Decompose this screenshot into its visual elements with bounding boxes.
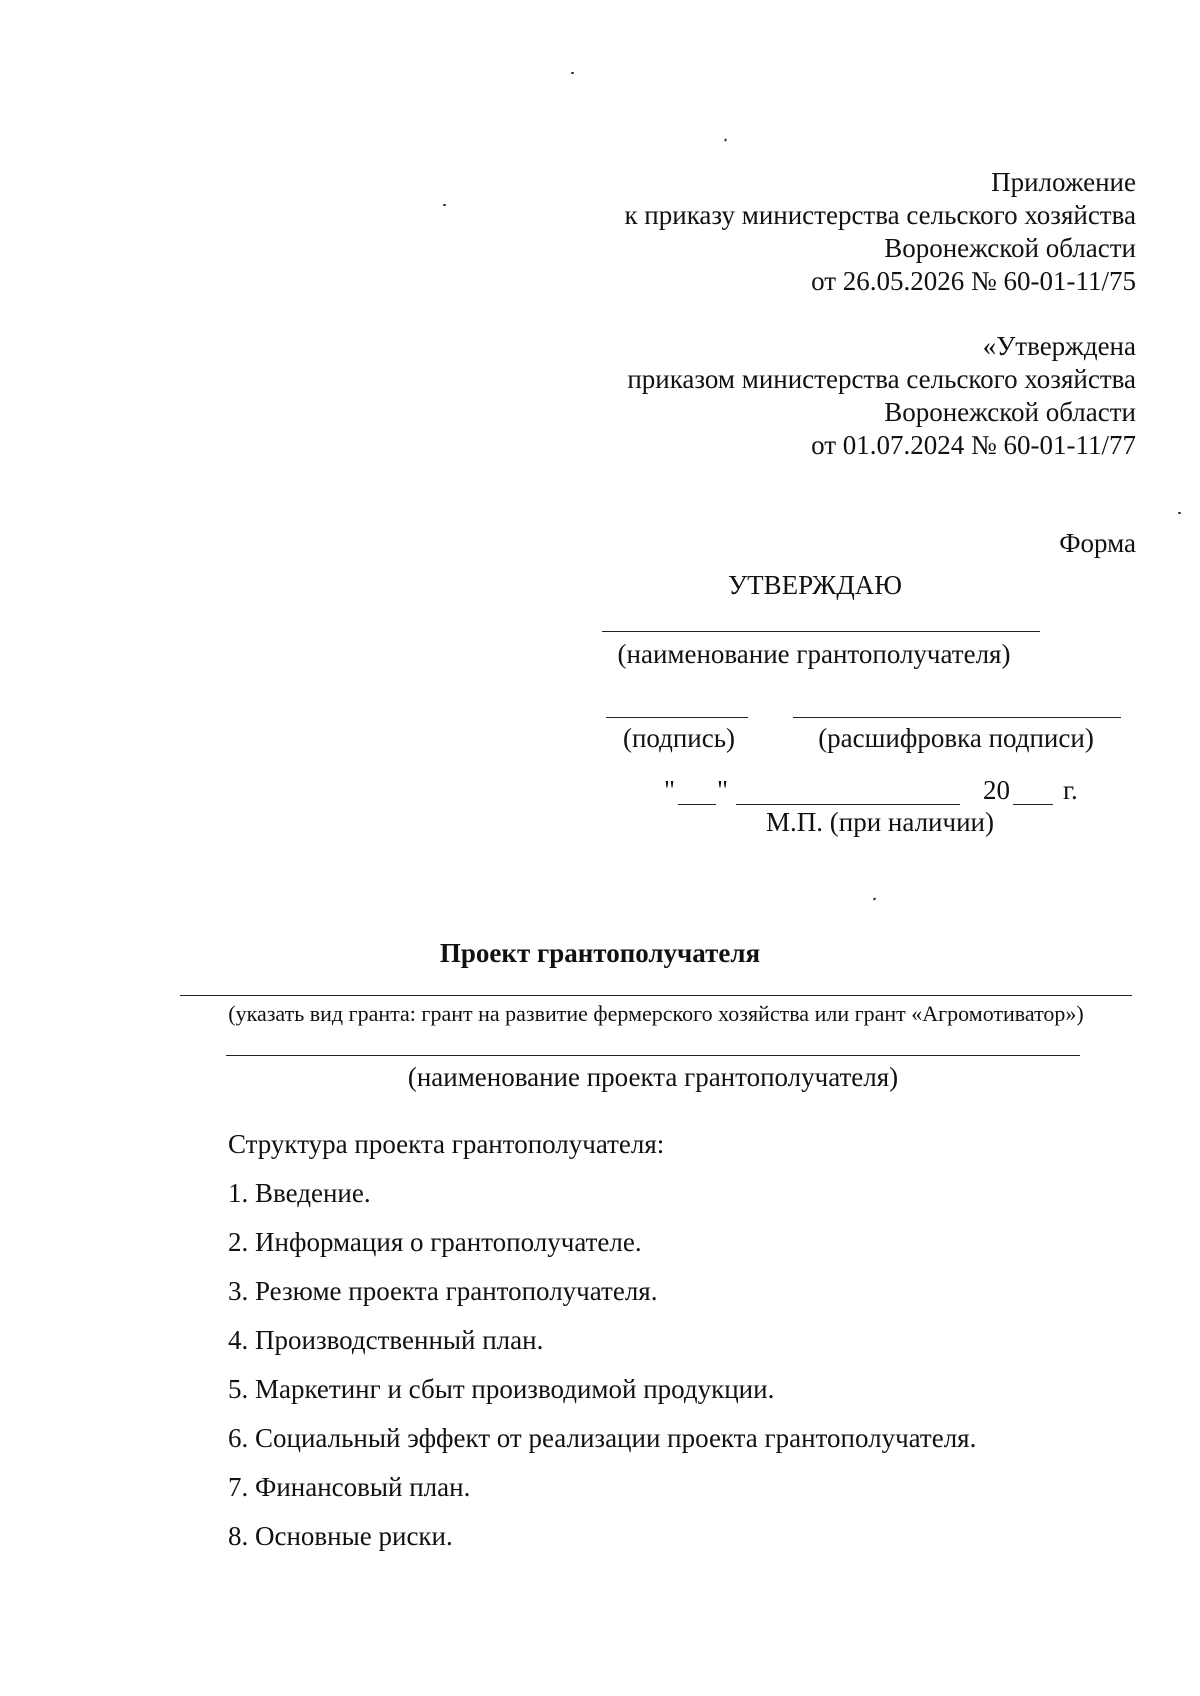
date-year-suffix: г. <box>1063 775 1078 805</box>
project-name-line[interactable] <box>226 1055 1080 1056</box>
list-item: 8. Основные риски. <box>228 1521 453 1551</box>
appendix-date-number: от 26.05.2026 № 60-01-11/75 <box>811 266 1136 296</box>
appendix-region-line: Воронежской области <box>884 233 1136 263</box>
grant-type-caption: (указать вид гранта: грант на развитие фермерского хозяйства или грант «Агромотиватор») <box>228 1001 1084 1026</box>
list-item: 3. Резюме проекта грантополучателя. <box>228 1276 658 1306</box>
recipient-name-line[interactable] <box>602 631 1040 632</box>
project-name-caption: (наименование проекта грантополучателя) <box>407 1062 899 1092</box>
signature-caption: (подпись) <box>622 723 736 753</box>
list-item: 2. Информация о грантополучателе. <box>228 1227 642 1257</box>
form-label: Форма <box>1059 528 1136 558</box>
approved-title: «Утверждена <box>982 331 1136 361</box>
scan-speck <box>443 204 446 206</box>
stamp-caption: М.П. (при наличии) <box>766 807 994 837</box>
approved-region-line: Воронежской области <box>884 397 1136 427</box>
structure-heading: Структура проекта грантополучателя: <box>228 1129 665 1159</box>
date-year-prefix: 20 <box>983 775 1010 805</box>
scan-speck <box>724 138 727 142</box>
scan-speck <box>571 72 574 74</box>
scan-speck <box>873 897 877 900</box>
date-quote-close: " <box>717 775 729 805</box>
scan-speck <box>1178 512 1181 514</box>
list-item: 7. Финансовый план. <box>228 1472 471 1502</box>
project-title: Проект грантополучателя <box>439 938 761 968</box>
list-item: 4. Производственный план. <box>228 1325 544 1355</box>
list-item: 1. Введение. <box>228 1178 371 1208</box>
signature-decode-line[interactable] <box>793 717 1121 718</box>
date-day-line[interactable] <box>678 804 716 805</box>
recipient-name-caption: (наименование грантополучателя) <box>617 639 1011 669</box>
approve-label: УТВЕРЖДАЮ <box>728 570 903 600</box>
list-item: 5. Маркетинг и сбыт производимой продукции. <box>228 1374 775 1404</box>
appendix-order-line: к приказу министерства сельского хозяйства <box>624 200 1136 230</box>
date-year-line[interactable] <box>1013 804 1053 805</box>
grant-type-line[interactable] <box>180 995 1132 996</box>
approved-date-number: от 01.07.2024 № 60-01-11/77 <box>811 430 1136 460</box>
date-month-line[interactable] <box>736 804 960 805</box>
signature-decode-caption: (расшифровка подписи) <box>818 723 1094 753</box>
signature-line[interactable] <box>606 717 748 718</box>
date-row <box>664 774 675 806</box>
appendix-title: Приложение <box>991 167 1136 197</box>
approved-order-line: приказом министерства сельского хозяйства <box>627 364 1136 394</box>
date-quote-open: " <box>664 775 676 805</box>
list-item: 6. Социальный эффект от реализации проекта грантополучателя. <box>228 1423 977 1453</box>
